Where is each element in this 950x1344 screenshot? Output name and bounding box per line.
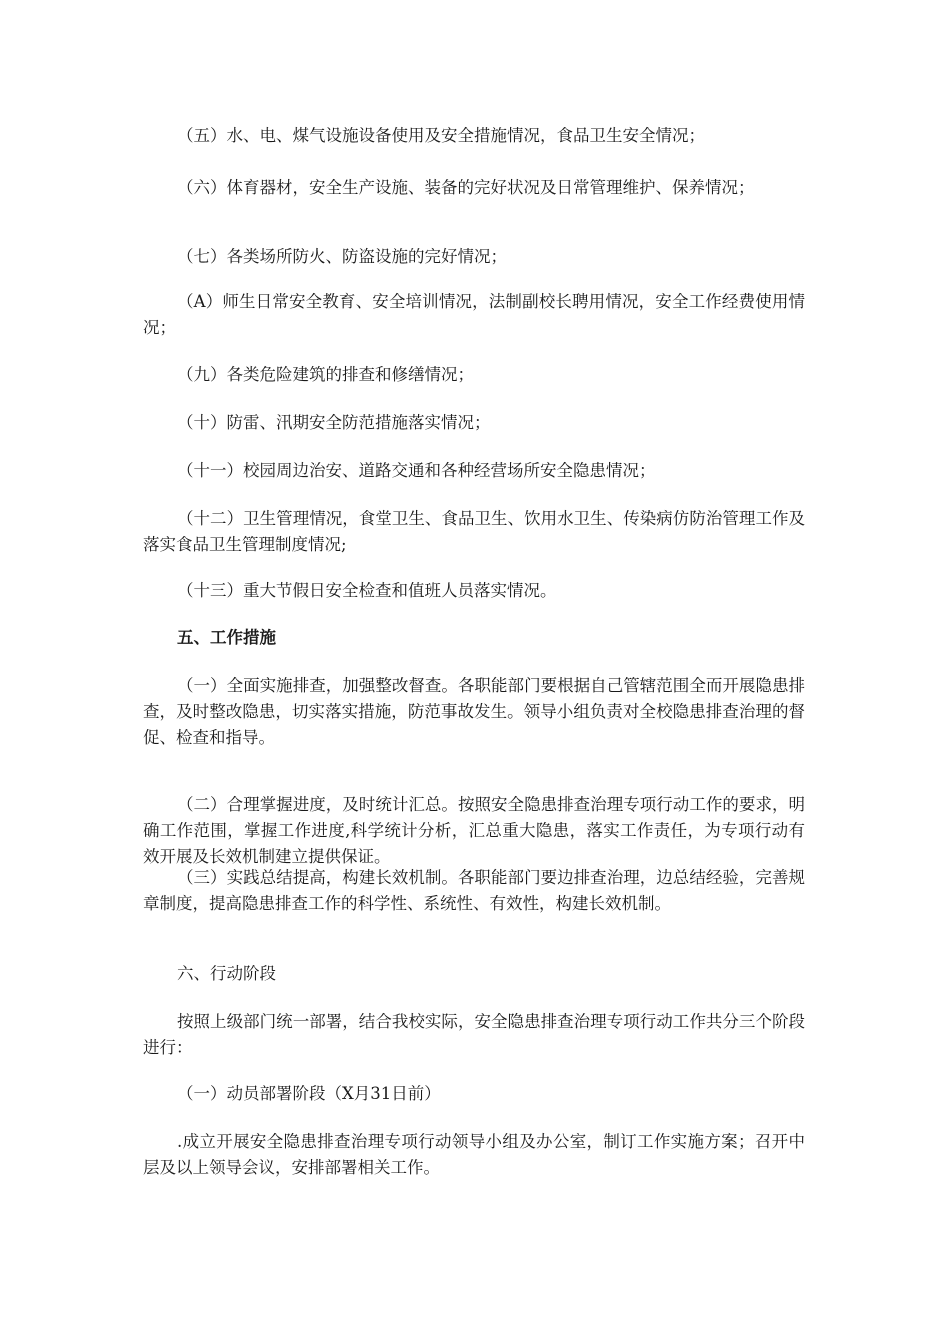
paragraph-item-5: （五）水、电、煤气设施设备使用及安全措施情况，食品卫生安全情况； (177, 126, 705, 145)
section-heading-measures: 五、工作措施 (177, 628, 276, 647)
paragraph-measure-3: （三）实践总结提高，构建长效机制。各职能部门要边排查治理，边总结经验，完善规章制度，提高隐患排查工作的科学性、系统性、有效性，构建长效机制。 (143, 868, 805, 913)
paragraph-phase-1: （一）动员部署阶段（X月31日前） (177, 1084, 441, 1103)
paragraph-item-12: （十二）卫生管理情况，食堂卫生、食品卫生、饮用水卫生、传染病仿防治管理工作及落实食品卫生管理制度情况; (143, 509, 805, 554)
section-heading-phases: 六、行动阶段 (177, 964, 276, 983)
paragraph-phases-intro: 按照上级部门统一部署，结合我校实际，安全隐患排查治理专项行动工作共分三个阶段进行： (143, 1012, 805, 1057)
paragraph-phase-1-detail: .成立开展安全隐患排查治理专项行动领导小组及办公室，制订工作实施方案；召开中层及以上领导会议，安排部署相关工作。 (143, 1132, 805, 1177)
paragraph-item-7: （七）各类场所防火、防盗设施的完好情况； (177, 247, 507, 266)
paragraph-item-11: （十一）校园周边治安、道路交通和各种经营场所安全隐患情况； (177, 461, 656, 480)
paragraph-item-9: （九）各类危险建筑的排查和修缮情况； (177, 365, 474, 384)
paragraph-item-6: （六）体育器材，安全生产设施、装备的完好状况及日常管理维护、保养情况； (177, 178, 755, 197)
paragraph-measure-1: （一）全面实施排查，加强整改督查。各职能部门要根据自己管辖范围全而开展隐患排查，及时整改隐患，切实落实措施，防范事故发生。领导小组负责对全校隐患排查治理的督促、检查和指导。 (143, 676, 805, 747)
paragraph-item-10: （十）防雷、汛期安全防范措施落实情况； (177, 413, 491, 432)
paragraph-measure-2: （二）合理掌握进度，及时统计汇总。按照安全隐患排查治理专项行动工作的要求，明确工作范围，掌握工作进度,科学统计分析，汇总重大隐患，落实工作责任，为专项行动有效开展及长效机制建立提供保证。 (143, 795, 805, 866)
paragraph-item-8: （A）师生日常安全教育、安全培训情况，法制副校长聘用情况，安全工作经费使用情况； (143, 292, 805, 337)
paragraph-item-13: （十三）重大节假日安全检查和值班人员落实情况。 (177, 581, 557, 600)
